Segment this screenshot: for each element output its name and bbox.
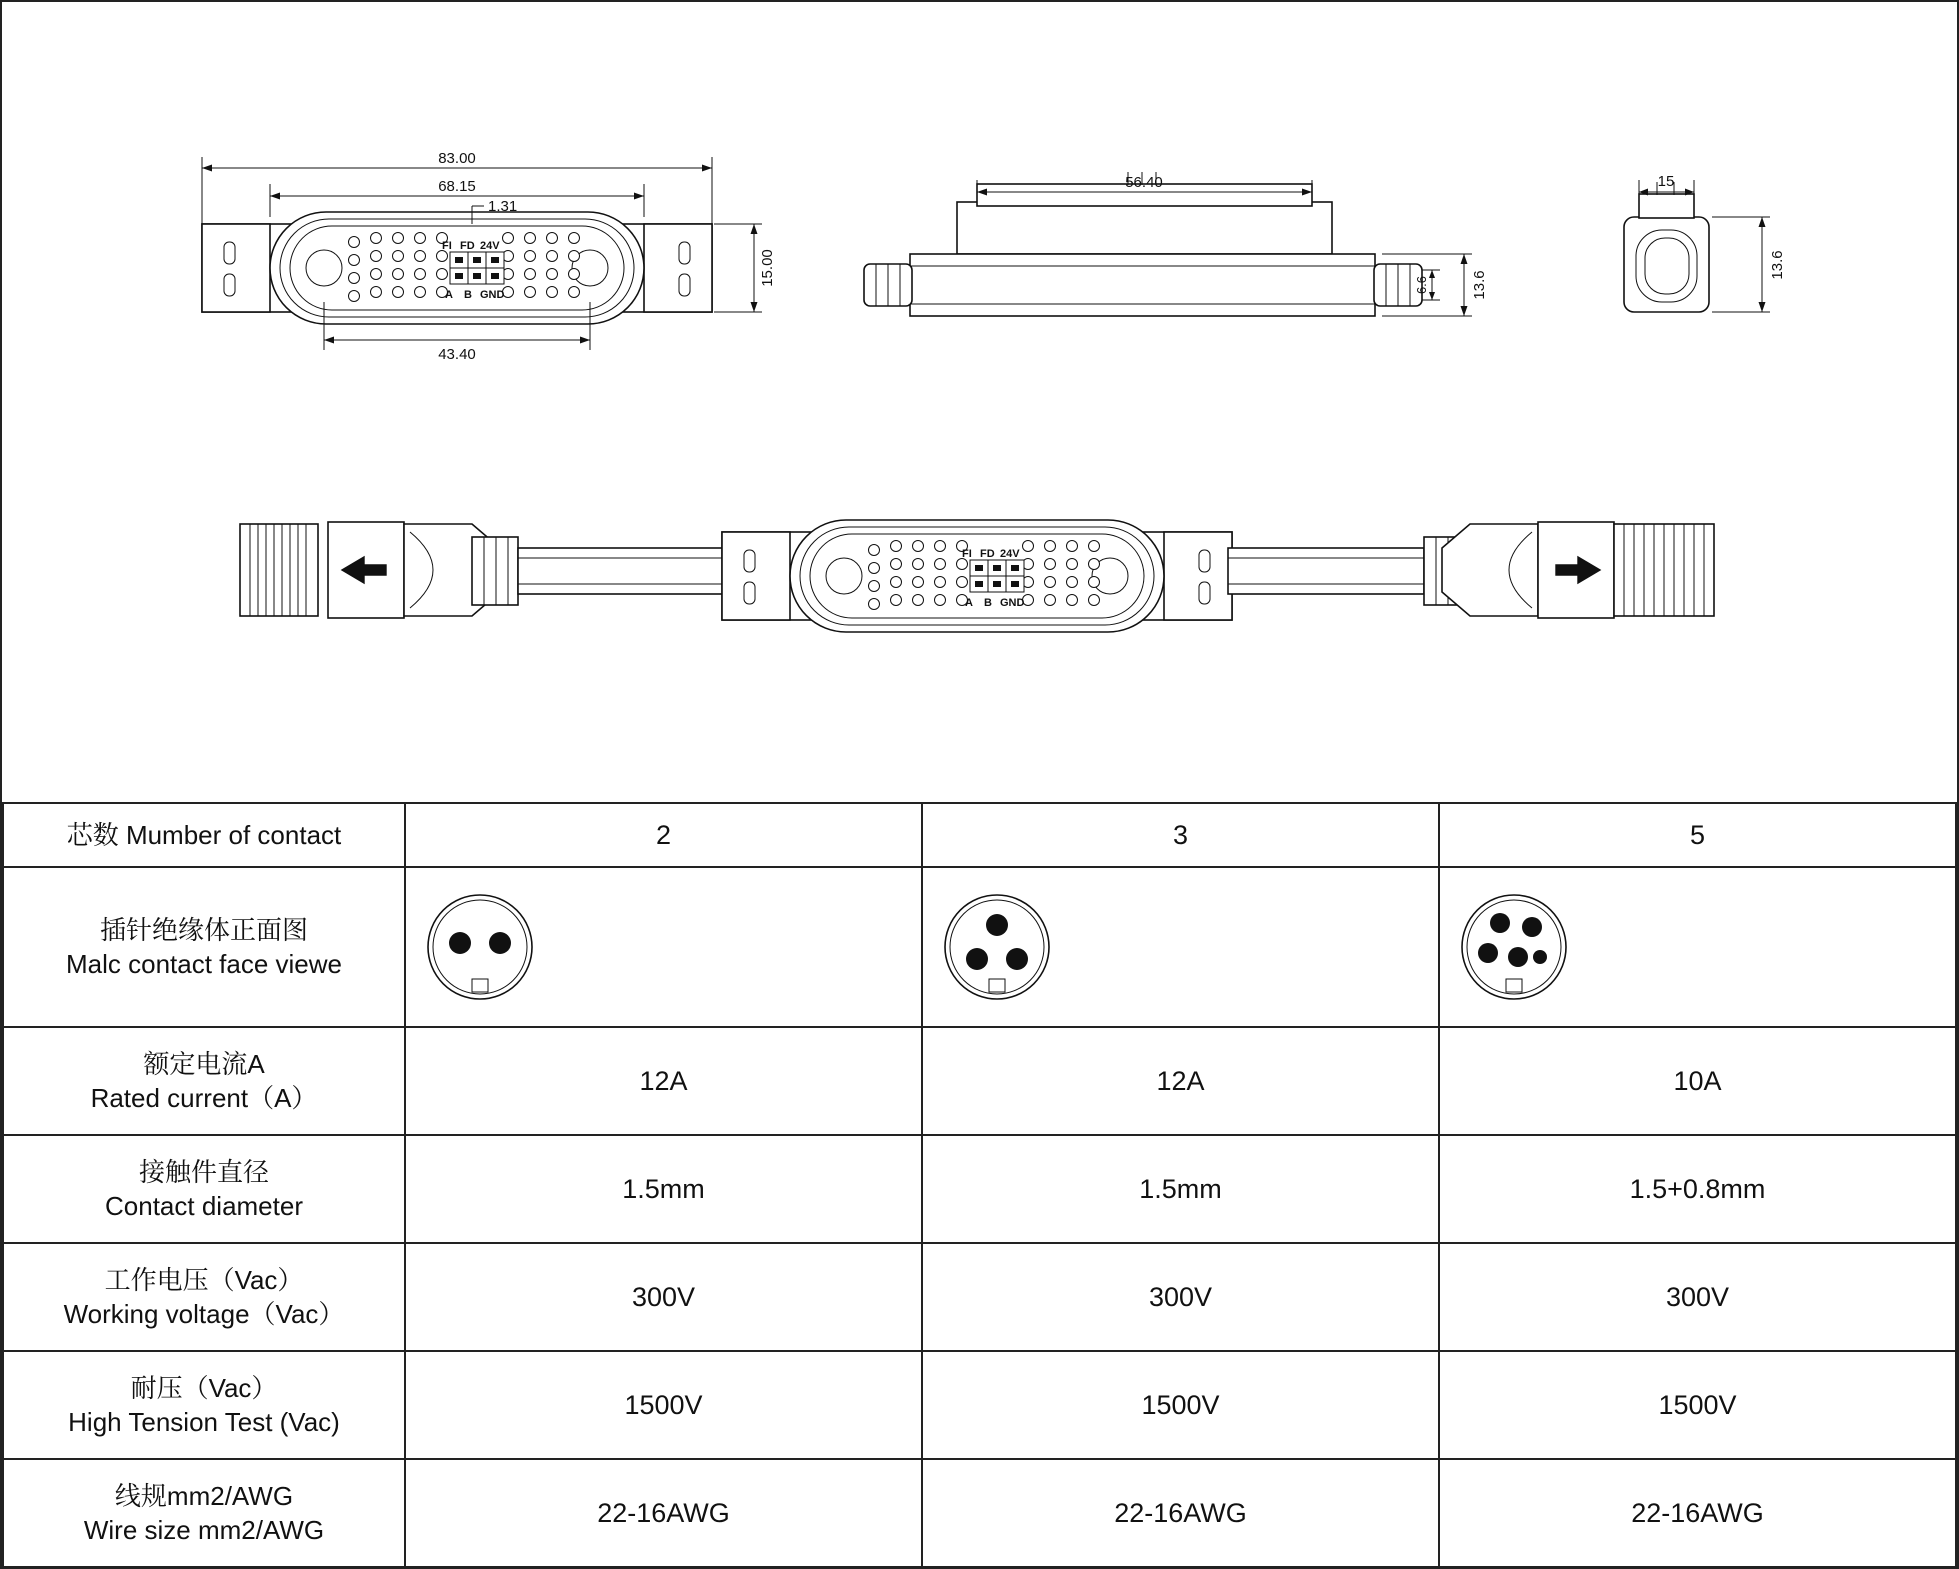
dim-5640-label: 56.40 bbox=[1125, 174, 1163, 191]
dim-83-label: 83.00 bbox=[438, 150, 476, 167]
cell-face-3pin bbox=[922, 867, 1439, 1027]
row-label-en: Contact diameter bbox=[105, 1191, 303, 1221]
row-label-text: 芯数 Mumber of contact bbox=[66, 819, 342, 850]
cell-contacts-3: 3 bbox=[922, 803, 1439, 867]
row-label-en: Wire size mm2/AWG bbox=[83, 1515, 325, 1545]
left-knurled-cap bbox=[240, 524, 318, 616]
cell-contacts-2: 2 bbox=[405, 803, 922, 867]
row-label-cn: 线规mm2/AWG bbox=[114, 1480, 294, 1511]
cell-tension-2: 1500V bbox=[405, 1351, 922, 1459]
row-label-en: Working voltage（Vac） bbox=[63, 1299, 345, 1329]
row-label-contact-diameter bbox=[3, 1135, 405, 1243]
cell-wire-5: 22-16AWG bbox=[1439, 1459, 1956, 1567]
cell-voltage-5: 300V bbox=[1439, 1243, 1956, 1351]
marking-gnd: GND bbox=[480, 289, 505, 301]
dim-136-end bbox=[1712, 217, 1770, 312]
cell-voltage-3: 300V bbox=[922, 1243, 1439, 1351]
cell-diameter-3: 1.5mm bbox=[922, 1135, 1439, 1243]
row-label-cn: 接触件直径 bbox=[138, 1156, 269, 1187]
assembly-view bbox=[240, 520, 1714, 632]
table-row bbox=[3, 803, 1956, 867]
assembly-marking-gnd: GND bbox=[1000, 597, 1025, 609]
cell-wire-3: 22-16AWG bbox=[922, 1459, 1439, 1567]
assembly-marking-b: B bbox=[984, 597, 992, 609]
cell-voltage-2: 300V bbox=[405, 1243, 922, 1351]
table-row bbox=[3, 1243, 1956, 1351]
marking-fi: FI bbox=[442, 240, 452, 252]
2-pin-face-icon bbox=[410, 877, 550, 1017]
row-label-en: Malc contact face viewe bbox=[65, 949, 342, 979]
assembly-marking-24v: 24V bbox=[1000, 548, 1020, 560]
cell-face-2pin bbox=[405, 867, 922, 1027]
table-row bbox=[3, 1459, 1956, 1567]
dim-136-side-label: 13.6 bbox=[1471, 270, 1488, 300]
row-label-working-voltage bbox=[3, 1243, 405, 1351]
row-label-en: Rated current（A） bbox=[90, 1083, 318, 1113]
table-row bbox=[3, 1351, 1956, 1459]
row-label-contact-face bbox=[3, 867, 405, 1027]
cell-current-5: 10A bbox=[1439, 1027, 1956, 1135]
dim-68-label: 68.15 bbox=[438, 178, 476, 195]
row-label-wire-size bbox=[3, 1459, 405, 1567]
assembly-marking-a: A bbox=[965, 597, 973, 609]
5-pin-face-icon bbox=[1444, 877, 1584, 1017]
cell-current-2: 12A bbox=[405, 1027, 922, 1135]
cell-current-3: 12A bbox=[922, 1027, 1439, 1135]
dim-1500-label: 15.00 bbox=[759, 249, 776, 287]
row-label-en: High Tension Test (Vac) bbox=[68, 1407, 340, 1437]
dim-136-end-label: 13.6 bbox=[1769, 250, 1786, 280]
side-view bbox=[864, 172, 1488, 316]
spec-table bbox=[2, 802, 1957, 1568]
row-label-cn: 额定电流A bbox=[143, 1048, 265, 1079]
table-row bbox=[3, 1135, 1956, 1243]
cell-tension-3: 1500V bbox=[922, 1351, 1439, 1459]
drawing-svg bbox=[2, 2, 1959, 802]
technical-drawing-area bbox=[2, 2, 1957, 802]
marking-fd: FD bbox=[460, 240, 475, 252]
cell-diameter-5: 1.5+0.8mm bbox=[1439, 1135, 1956, 1243]
assembly-marking-fd: FD bbox=[980, 548, 995, 560]
dim-131-label: 1.31 bbox=[488, 198, 518, 215]
dim-1500 bbox=[714, 224, 762, 312]
row-label-cn: 耐压（Vac） bbox=[130, 1372, 278, 1403]
marking-a: A bbox=[445, 289, 453, 301]
dim-4340-label: 43.40 bbox=[438, 346, 476, 363]
row-label-cn: 工作电压（Vac） bbox=[104, 1264, 304, 1295]
cell-face-5pin bbox=[1439, 867, 1956, 1027]
cell-tension-5: 1500V bbox=[1439, 1351, 1956, 1459]
cell-wire-2: 22-16AWG bbox=[405, 1459, 922, 1567]
dim-15-label: 15 bbox=[1657, 173, 1675, 190]
marking-b: B bbox=[464, 289, 472, 301]
table-row bbox=[3, 867, 1956, 1027]
right-knurled-cap bbox=[1614, 524, 1714, 616]
cell-diameter-2: 1.5mm bbox=[405, 1135, 922, 1243]
row-label-number-of-contact bbox=[3, 803, 405, 867]
front-view bbox=[202, 150, 776, 363]
marking-24v: 24V bbox=[480, 240, 500, 252]
row-label-high-tension bbox=[3, 1351, 405, 1459]
assembly-marking-fi: FI bbox=[962, 548, 972, 560]
table-row bbox=[3, 1027, 1956, 1135]
end-view bbox=[1624, 173, 1786, 312]
3-pin-face-icon bbox=[927, 877, 1067, 1017]
dim-66-label: 6.6 bbox=[1414, 275, 1429, 295]
cell-contacts-5: 5 bbox=[1439, 803, 1956, 867]
row-label-cn: 插针绝缘体正面图 bbox=[99, 914, 308, 945]
row-label-rated-current bbox=[3, 1027, 405, 1135]
